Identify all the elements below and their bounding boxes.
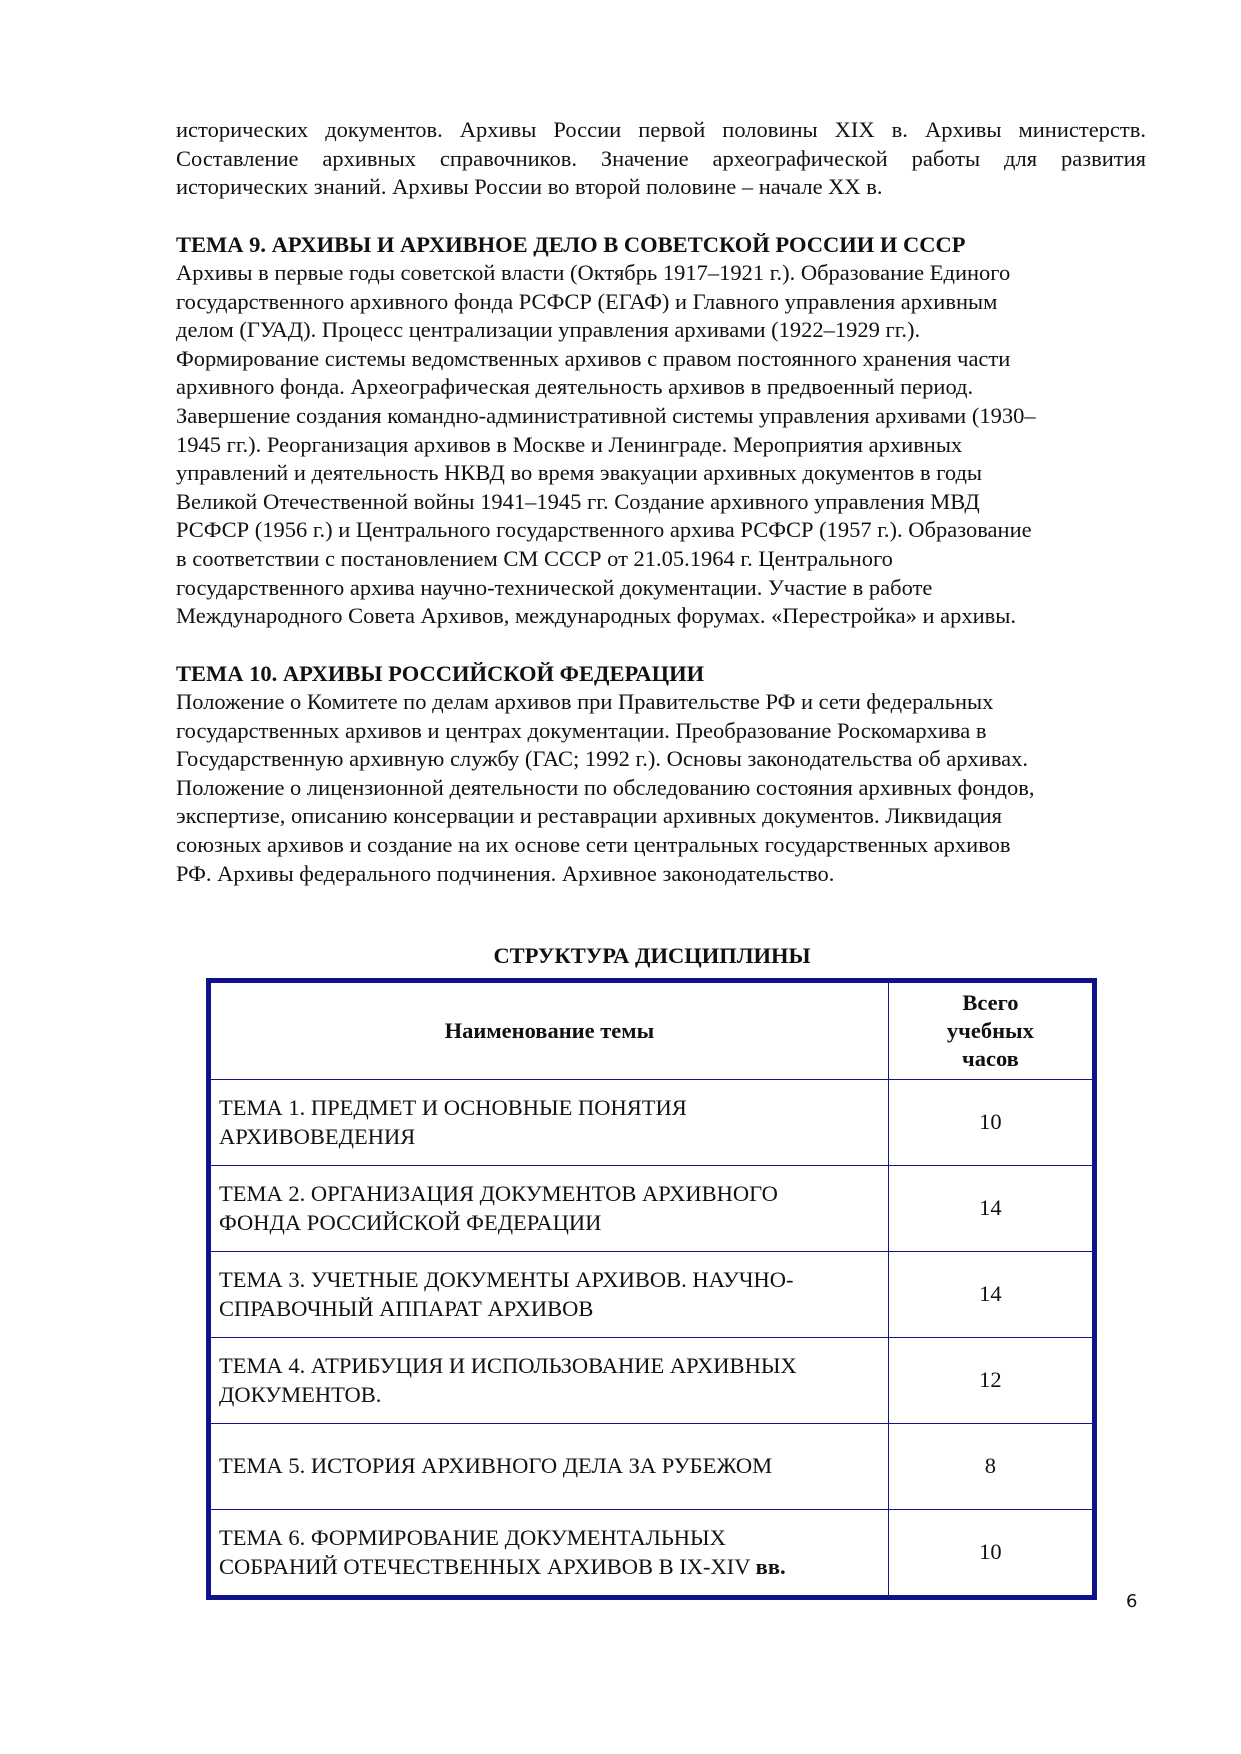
topic-line: АРХИВОВЕДЕНИЯ <box>219 1123 416 1149</box>
topic10-line: союзных архивов и создание на их основе сети центральных государственных архивов <box>176 831 1011 857</box>
hours-cell: 12 <box>888 1338 1094 1424</box>
table-row <box>209 1080 1095 1166</box>
column-header-hours-line: учебных <box>946 1018 1034 1043</box>
topic9-line: государственного архива научно-технической документации. Участие в работе <box>176 574 933 600</box>
topic9-line: Великой Отечественной войны 1941–1945 гг. Создание архивного управления МВД <box>176 488 980 514</box>
table-header-row <box>209 981 1095 1080</box>
page-number: 6 <box>1126 1591 1138 1612</box>
topic9-line: 1945 гг.). Реорганизация архивов в Москве и Ленинграде. Мероприятия архивных <box>176 431 963 457</box>
topic9-line: архивного фонда. Археографическая деятельность архивов в предвоенный период. <box>176 374 974 400</box>
topic9-paragraph <box>176 259 1146 631</box>
topic-line: СОБРАНИЙ ОТЕЧЕСТВЕННЫХ АРХИВОВ В IX-XIV <box>219 1553 751 1579</box>
table-row <box>209 1252 1095 1338</box>
hours-cell: 10 <box>888 1080 1094 1166</box>
topic10-line: Положение о лицензионной деятельности по обследованию состояния архивных фондов, <box>176 774 1035 800</box>
column-header-hours <box>888 981 1094 1080</box>
topic9-line: управлений и деятельность НКВД во время эвакуации архивных документов в годы <box>176 460 983 486</box>
topic9-heading: ТЕМА 9. АРХИВЫ И АРХИВНОЕ ДЕЛО В СОВЕТСКОЙ РОССИИ И СССР <box>176 232 966 257</box>
column-header-hours-line: часов <box>962 1046 1019 1071</box>
structure-title: СТРУКТУРА ДИСЦИПЛИНЫ <box>493 943 811 968</box>
column-header-hours-line: Всего <box>962 990 1019 1015</box>
hours-cell: 8 <box>888 1424 1094 1510</box>
topic-cell <box>209 1338 889 1424</box>
intro-line: исторических документов. Архивы России первой половины XIX в. Архивы министерств. <box>176 117 1146 142</box>
topic9-line: в соответствии с постановлением СМ СССР от 21.05.1964 г. Центрального <box>176 545 893 571</box>
topic-line: ДОКУМЕНТОВ. <box>219 1381 382 1407</box>
hours-cell: 14 <box>888 1166 1094 1252</box>
topic10-line: РФ. Архивы федерального подчинения. Архивное законодательство. <box>176 860 835 886</box>
topic-line: ТЕМА 4. АТРИБУЦИЯ И ИСПОЛЬЗОВАНИЕ АРХИВНЫХ <box>219 1353 797 1378</box>
intro-line: исторических знаний. Архивы России во второй половине – начале XX в. <box>176 174 883 200</box>
intro-paragraph <box>176 116 1146 202</box>
hours-cell: 10 <box>888 1510 1094 1598</box>
structure-table <box>206 978 1097 1600</box>
topic10-paragraph <box>176 688 1146 888</box>
topic-line: СПРАВОЧНЫЙ АППАРАТ АРХИВОВ <box>219 1295 594 1321</box>
topic-line: ТЕМА 3. УЧЕТНЫЕ ДОКУМЕНТЫ АРХИВОВ. НАУЧНО- <box>219 1267 794 1292</box>
topic-line: ТЕМА 2. ОРГАНИЗАЦИЯ ДОКУМЕНТОВ АРХИВНОГО <box>219 1181 778 1206</box>
topic10-line: государственных архивов и центрах документации. Преобразование Роскомархива в <box>176 717 987 743</box>
topic9-line: Завершение создания командно-административной системы управления архивами (1930– <box>176 402 1036 428</box>
topic-line: ТЕМА 6. ФОРМИРОВАНИЕ ДОКУМЕНТАЛЬНЫХ <box>219 1525 726 1550</box>
topic10-line: Положение о Комитете по делам архивов при Правительстве РФ и сети федеральных <box>176 689 994 714</box>
topic-cell <box>209 1166 889 1252</box>
hours-cell: 14 <box>888 1252 1094 1338</box>
topic10-line: экспертизе, описанию консервации и реставрации архивных документов. Ликвидация <box>176 803 1003 829</box>
topic-cell <box>209 1252 889 1338</box>
table-row <box>209 1424 1095 1510</box>
topic9-line: делом (ГУАД). Процесс централизации управления архивами (1922–1929 гг.). <box>176 317 921 343</box>
topic9-line: государственного архивного фонда РСФСР (ЕГАФ) и Главного управления архивным <box>176 288 998 314</box>
topic10-line: Государственную архивную службу (ГАС; 1992 г.). Основы законодательства об архивах. <box>176 746 1029 772</box>
table-row <box>209 1338 1095 1424</box>
column-header-topic: Наименование темы <box>209 981 889 1080</box>
intro-line: Составление архивных справочников. Значение археографической работы для развития <box>176 145 1146 171</box>
topic-line: ТЕМА 1. ПРЕДМЕТ И ОСНОВНЫЕ ПОНЯТИЯ <box>219 1095 687 1120</box>
topic9-line: Формирование системы ведомственных архивов с правом постоянного хранения части <box>176 345 1011 371</box>
topic-cell <box>209 1424 889 1510</box>
topic9-line: Международного Совета Архивов, международных форумах. «Перестройка» и архивы. <box>176 603 1017 629</box>
topic-cell <box>209 1510 889 1598</box>
topic-line: ТЕМА 5. ИСТОРИЯ АРХИВНОГО ДЕЛА ЗА РУБЕЖОМ <box>219 1453 773 1479</box>
topic-cell <box>209 1080 889 1166</box>
topic-line: ФОНДА РОССИЙСКОЙ ФЕДЕРАЦИИ <box>219 1209 602 1235</box>
topic10-heading: ТЕМА 10. АРХИВЫ РОССИЙСКОЙ ФЕДЕРАЦИИ <box>176 661 705 686</box>
table-row <box>209 1166 1095 1252</box>
topic9-line: РСФСР (1956 г.) и Центрального государственного архива РСФСР (1957 г.). Образование <box>176 517 1032 543</box>
topic-line-suffix: вв. <box>755 1553 786 1579</box>
topic9-line: Архивы в первые годы советской власти (Октябрь 1917–1921 г.). Образование Единого <box>176 260 1011 285</box>
table-row <box>209 1510 1095 1598</box>
